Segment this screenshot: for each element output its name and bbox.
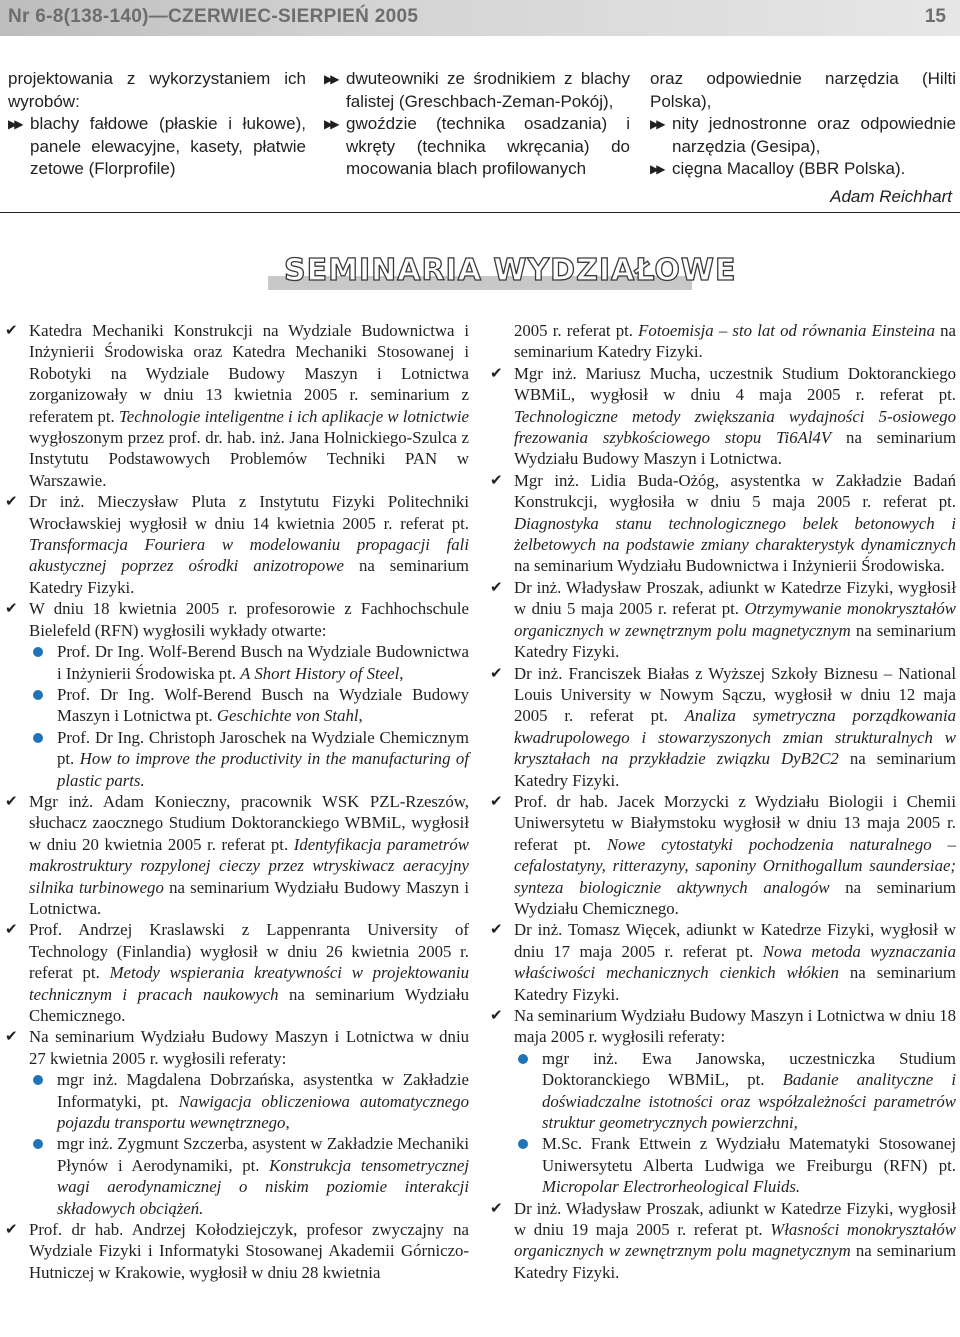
check-mark-icon: ✔ [5, 492, 18, 511]
check-mark-icon: ✔ [490, 1198, 503, 1217]
blue-dot-bullet-icon [33, 1075, 43, 1085]
check-mark-icon: ✔ [5, 920, 18, 939]
seminar-entry: ✔ Dr inż. Tomasz Więcek, adiunkt w Katedrze Fizyki, wygłosił w dniu 17 maja 2005 r. referat pt. Nowa metoda wyznaczania właściwości mechanicznych cienkich włókien na seminarium Katedry Fizyki. [490, 920, 956, 1004]
seminar-entry: ✔ Katedra Mechaniki Konstrukcji na Wydziale Budownictwa i Inżynierii Środowiska oraz Katedra Mechaniki Stosowanej i Robotyki na Wydziale Budowy Maszyn i Lotnictwa zorganizowały w dniu 13 kwietnia 2005 r. seminarium z referatem pt. Technologie inteligentne i ich aplikacje w lotnictwie wygłoszonym przez prof. dr. hab. inż. Jana Holnickiego-Szulca z Instytutu Podstawowych Problemów Techniki PAN w Warszawie. [5, 321, 469, 490]
list-item: ▶▶ nity jednostronne oraz odpowiednie narzędzia (Gesipa), [650, 114, 956, 156]
seminar-entry: ✔ Na seminarium Wydziału Budowy Maszyn i Lotnictwa w dniu 27 kwietnia 2005 r. wygłosili referaty: [5, 1027, 469, 1068]
seminar-entry: ✔ Mgr inż. Lidia Buda-Ożóg, asystentka w Zakładzie Badań Konstrukcji, wygłosiła w dniu 5 maja 2005 r. referat pt. Diagnostyka stanu technologicznego belek betonowych i żelbetowych na podstawie zmiany charakterystyk dynamicznych na seminarium Wydziału Budownictwa i Inżynierii Środowiska. [490, 470, 956, 576]
double-arrow-right-icon: ▶▶ [650, 162, 663, 176]
check-mark-icon: ✔ [5, 1027, 18, 1046]
seminar-entry: ✔ Prof. dr hab. Andrzej Kołodziejczyk, profesor zwyczajny na Wydziale Fizyki i Informatyki Stosowanej Akademii Górniczo-Hutniczej w Krakowie, wygłosił w dniu 28 kwietnia [5, 1220, 469, 1282]
seminar-entry: ✔ W dniu 18 kwietnia 2005 r. profesorowie z Fachhochschule Bielefeld (RFN) wygłosili wykłady otwarte: [5, 599, 469, 640]
page-number: 15 [924, 6, 946, 27]
seminar-entry: ✔ Dr inż. Władysław Proszak, adiunkt w Katedrze Fizyki, wygłosił w dniu 19 maja 2005 r. referat pt. Własności monokryształów organicznych w zewnętrznym polu magnetycznym na seminarium Katedry Fizyki. [490, 1198, 956, 1282]
lecture-item: mgr inż. Magdalena Dobrzańska, asystentka w Zakładzie Informatyki, pt. Nawigacja obliczeniowa automatycznego pojazdu transportu wewnętrznego, [5, 1069, 469, 1133]
issue-title: Nr 6-8(138-140)—CZERWIEC-SIERPIEŃ 2005 [8, 6, 419, 27]
lecture-item: mgr inż. Zygmunt Szczerba, asystent w Zakładzie Mechaniki Płynów i Aerodynamiki, pt. Konstrukcja tensometrycznej wagi aerodynamicznej o niskim poziomie interakcji składowych obciążeń. [5, 1133, 469, 1219]
check-mark-icon: ✔ [490, 663, 503, 682]
top-column-3 [650, 68, 956, 181]
seminar-entry: ✔ Dr inż. Mieczysław Pluta z Instytutu Fizyki Politechniki Wrocławskiej wygłosił w dniu 14 kwietnia 2005 r. referat pt. Transformacja Fouriera w modelowaniu propagacji fali akustycznej poprzez ośrodki anizotropowe na seminarium Katedry Fizyki. [5, 492, 469, 597]
seminar-entry: ✔ Prof. dr hab. Jacek Morzycki z Wydziału Biologii i Chemii Uniwersytetu w Białymstoku wygłosił w dniu 13 maja 2005 r. referat pt. Nowe cytostatyki pochodzenia naturalnego – cefalostatyny, ritterazyny, saponiny Ornithogallum saundersiae; synteza biologicznie aktywnych analogów na seminarium Wydziału Chemicznego. [490, 791, 956, 918]
top-column-2 [324, 68, 630, 181]
double-arrow-right-icon: ▶▶ [8, 117, 21, 131]
divider [0, 212, 960, 213]
check-mark-icon: ✔ [490, 470, 503, 489]
seminar-entry: ✔ Mgr inż. Mariusz Mucha, uczestnik Studium Doktoranckiego WBMiL, wygłosił w dniu 4 maja 2005 r. referat pt. Technologiczne metody zwiększania wydajności 5-osiowego frezowania szybkościowego stopu Ti6Al4V na seminarium Wydziału Budowy Maszyn i Lotnictwa. [490, 363, 956, 469]
seminar-entry: ✔ Na seminarium Wydziału Budowy Maszyn i Lotnictwa w dniu 18 maja 2005 r. wygłosili referaty: [490, 1006, 956, 1047]
right-column [490, 320, 956, 1283]
list-item: ▶▶ gwoździe (technika osadzania) i wkręty (technika wkręcania) do mocowania blach profilowanych [324, 114, 630, 178]
blue-dot-bullet-icon [518, 1139, 528, 1149]
list-item: ▶▶ cięgna Macalloy (BBR Polska). [650, 158, 956, 181]
seminar-entry-continued: 2005 r. referat pt. Fotoemisja – sto lat od równania Einsteina na seminarium Katedry Fizyki. [514, 321, 956, 362]
check-mark-icon: ✔ [490, 920, 503, 939]
check-mark-icon: ✔ [490, 791, 503, 810]
check-mark-icon: ✔ [490, 577, 503, 596]
double-arrow-right-icon: ▶▶ [324, 72, 337, 86]
blue-dot-bullet-icon [33, 733, 43, 743]
paragraph: oraz odpowiednie narzędzia (Hilti Polska), [650, 69, 956, 111]
blue-dot-bullet-icon [33, 690, 43, 700]
top-column-1 [8, 68, 306, 181]
check-mark-icon: ✔ [490, 363, 503, 382]
page-header [0, 0, 960, 36]
lecture-item: Prof. Dr Ing. Wolf-Berend Busch na Wydziale Budowy Maszyn i Lotnictwa pt. Geschichte von Stahl, [5, 684, 469, 727]
paragraph: projektowania z wykorzystaniem ich wyrobów: [8, 69, 306, 111]
section-title: SEMINARIA WYDZIAŁOWE [284, 253, 737, 288]
double-arrow-right-icon: ▶▶ [324, 117, 337, 131]
left-column [5, 320, 469, 1283]
seminar-entry: ✔ Mgr inż. Adam Konieczny, pracownik WSK PZL-Rzeszów, słuchacz zaocznego Studium Doktoranckiego WBMiL, wygłosił w dniu 20 kwietnia 2005 r. referat pt. Identyfikacja parametrów makrostruktury rozpylonej cieczy przez wtryskiwacz aeracyjny silnika turbinowego na seminarium Wydziału Budowy Maszyn i Lotnictwa. [5, 791, 469, 918]
check-mark-icon: ✔ [5, 599, 18, 618]
blue-dot-bullet-icon [518, 1054, 528, 1064]
check-mark-icon: ✔ [5, 1220, 18, 1239]
lecture-item: mgr inż. Ewa Janowska, uczestniczka Studium Doktoranckiego WBMiL, pt. Badanie analityczne i doświadczalne istotności oraz współzależności parametrów struktur geometrycznych powierzchni, [490, 1048, 956, 1134]
list-item: ▶▶ blachy fałdowe (płaskie i łukowe), panele elewacyjne, kasety, płatwie zetowe (Florprofile) [8, 114, 306, 178]
lecture-item: Prof. Dr Ing. Christoph Jaroschek na Wydziale Chemicznym pt. How to improve the productivity in the manufacturing of plastic parts. [5, 727, 469, 791]
check-mark-icon: ✔ [5, 321, 18, 339]
blue-dot-bullet-icon [33, 647, 43, 657]
lecture-item: Prof. Dr Ing. Wolf-Berend Busch na Wydziale Budownictwa i Inżynierii Środowiska pt. A Short History of Steel, [5, 641, 469, 684]
double-arrow-right-icon: ▶▶ [650, 117, 663, 131]
blue-dot-bullet-icon [33, 1139, 43, 1149]
article-author: Adam Reichhart [830, 187, 952, 206]
list-item: ▶▶ dwuteowniki ze środnikiem z blachy falistej (Greschbach-Zeman-Pokój), [324, 69, 630, 111]
lecture-item: M.Sc. Frank Ettwein z Wydziału Matematyki Stosowanej Uniwersytetu Alberta Ludwiga we Freiburgu (RFN) pt. Micropolar Electrorheological Fluids. [490, 1133, 956, 1197]
check-mark-icon: ✔ [490, 1006, 503, 1024]
seminar-entry: ✔ Prof. Andrzej Kraslawski z Lappenranta University of Technology (Finlandia) wygłosił w dniu 26 kwietnia 2005 r. referat pt. Metody wspierania kreatywności w projektowaniu technicznym i pracach naukowych na seminarium Wydziału Chemicznego. [5, 920, 469, 1025]
check-mark-icon: ✔ [5, 791, 18, 810]
seminar-entry: ✔ Dr inż. Franciszek Białas z Wyższej Szkoły Biznesu – National Louis University w Nowym Sączu, wygłosił w dniu 12 maja 2005 r. referat pt. Analiza symetryczna porządkowania kwadrupolowego i stowarzyszonych zmian strukturalnych w kryształach na przykładzie związku DyB2C2 na seminarium Katedry Fizyki. [490, 663, 956, 790]
seminar-entry: ✔ Dr inż. Władysław Proszak, adiunkt w Katedrze Fizyki, wygłosił w dniu 5 maja 2005 r. referat pt. Otrzymywanie monokryształów organicznych w zewnętrznym polu magnetycznym na seminarium Katedry Fizyki. [490, 577, 956, 662]
